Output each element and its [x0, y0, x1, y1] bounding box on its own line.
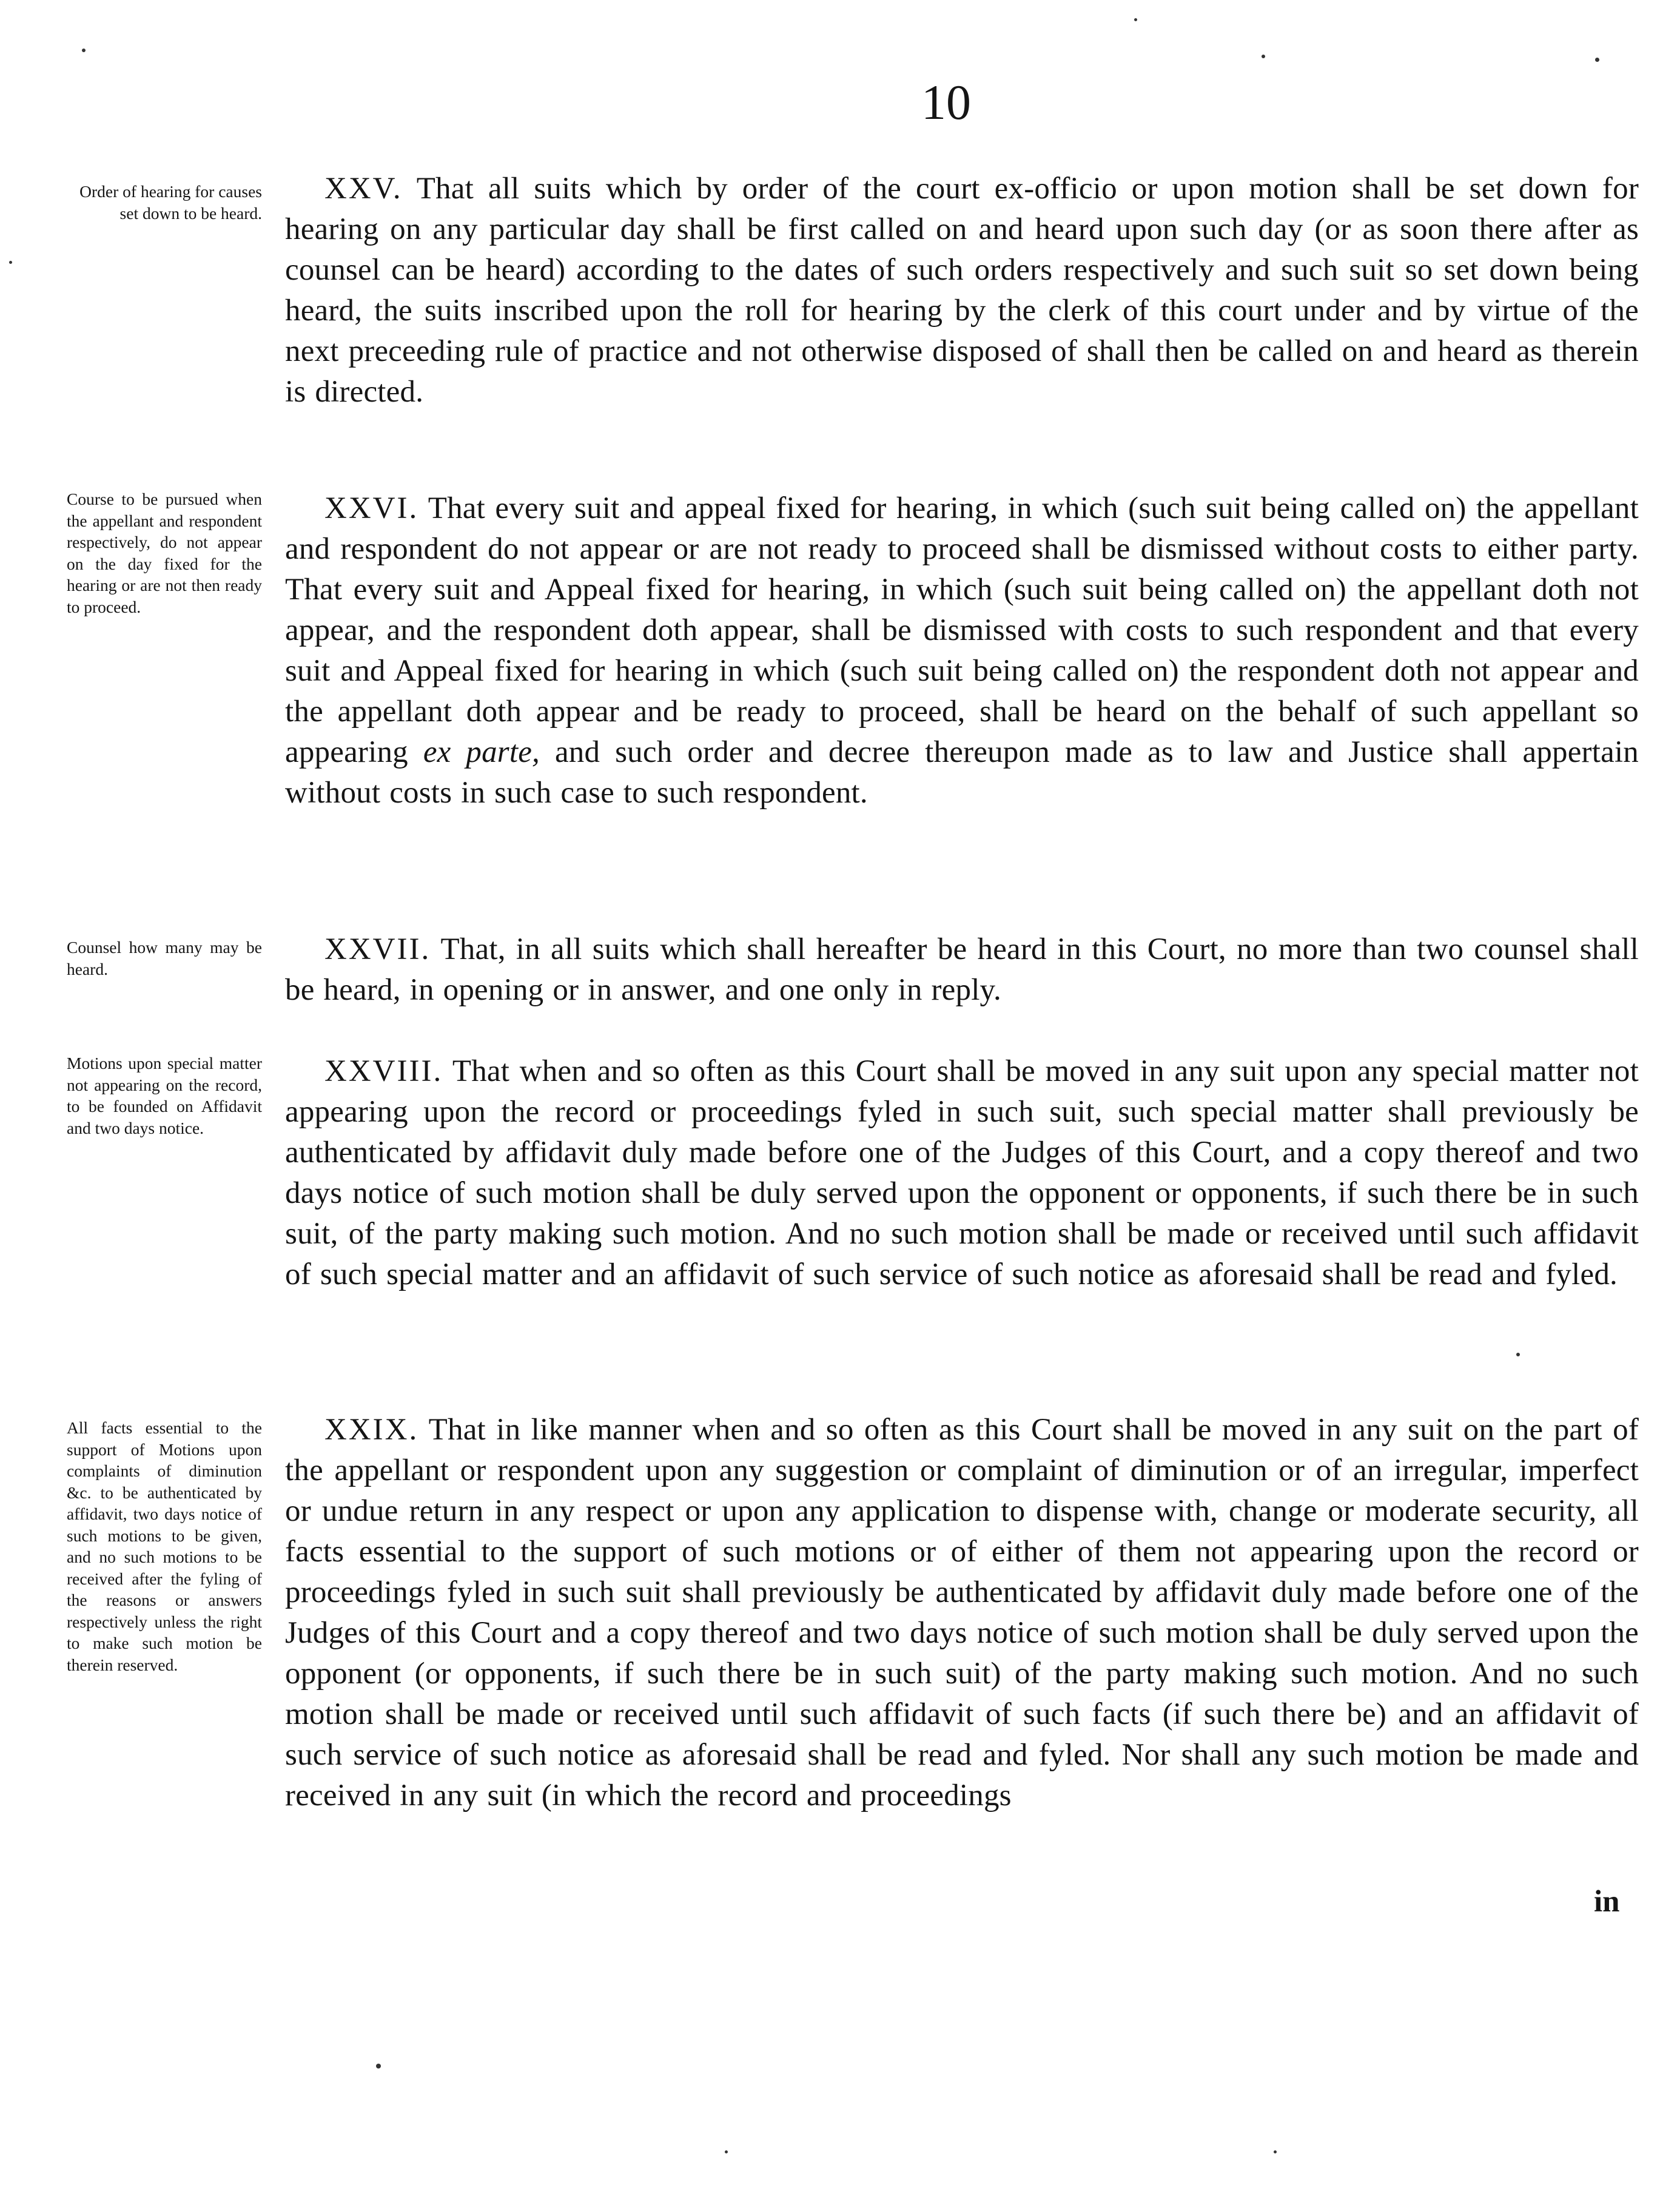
rule-number: XXVI.	[324, 491, 419, 525]
margin-note: Motions upon special matter not appearing on the record, to be founded on Affidavit and two days notice.	[67, 1054, 262, 1137]
rule-number: XXIX.	[324, 1413, 419, 1447]
rule-body: That in like manner when and so often as this Court shall be moved in any suit on the part of the appellant or respondent upon any suggestion or complaint of diminution or of an irregular, imperfect or undue return in any respect or upon any application to dispense with, change or moderate security, all facts essential to the support of such motions or of either of them not appearing upon the record or proceedings fyled in such suit shall previously be authenticated by affidavit duly made before one of the Judges of this Court and a copy thereof and two days notice of such motion shall be duly served upon the opponent (or opponents, if such there be in such suit) of the party making such motion. And no such motion shall be made or received until such affidavit of such facts (if such there be) and an affidavit of such service of such notice as aforesaid shall be read and fyled. Nor shall any such motion be made and received in any suit (in which the record and proceedings	[285, 1413, 1639, 1813]
rule-number: XXV.	[324, 172, 403, 206]
page-number: 10	[921, 75, 971, 130]
margin-note: Course to be pursued when the appellant and respondent respectively, do not appear on the day fixed for the hearing or are not then ready to proceed.	[67, 490, 262, 616]
print-speck	[1134, 18, 1137, 21]
rule-text	[285, 488, 1639, 813]
margin-note: All facts essential to the support of Motions upon complaints of diminution &c. to be authenticated by affidavit, two days notice of such motions to be given, and no such motions to be received after the fyling of the reasons or answers respectively unless the right to make such motion be therein reserved.	[67, 1418, 262, 1674]
catchword: in	[1594, 1885, 1620, 1919]
margin-note: Order of hearing for causes set down to be heard.	[79, 182, 262, 223]
margin-note: Counsel how many may be heard.	[67, 938, 262, 978]
rule-body: That when and so often as this Court shall be moved in any suit upon any special matter not appearing upon the record or proceedings fyled in such suit, such special matter shall previously be authenticated by affidavit duly made before one of the Judges of this Court, and a copy thereof and two days notice of such motion shall be duly served upon the opponent or opponents, if such there be in such suit, of the party making such motion. And no such motion shall be made or received until such affidavit of such special matter and an affidavit of such service of such notice as aforesaid shall be read and fyled.	[285, 1054, 1639, 1291]
rule-body: That all suits which by order of the court ex-officio or upon motion shall be set down for hearing on any particular day shall be first called on and heard upon such day (or as soon there after as counsel can be heard) according to the dates of such orders respectively and such suit so set down being heard, the suits inscribed upon the roll for hearing by the clerk of this court under and by virtue of the next preceeding rule of practice and not otherwise disposed of shall then be called on and heard as therein is directed.	[285, 172, 1639, 409]
print-speck	[9, 261, 12, 264]
rule-body: That, in all suits which shall hereafter be heard in this Court, no more than two counsel shall be heard, in opening or in answer, and one only in reply.	[285, 932, 1639, 1007]
print-speck	[1262, 55, 1265, 58]
print-speck	[376, 2064, 381, 2069]
print-speck	[1516, 1353, 1520, 1356]
rule-text	[285, 1410, 1639, 1816]
rule-number: XXVII.	[324, 932, 431, 966]
rule-body-continued: and such order and decree thereupon made as to law and Justice shall appertain without costs in such case to such respondent.	[285, 735, 1639, 810]
print-speck	[1274, 2150, 1277, 2153]
rule-number: XXVIII.	[324, 1054, 443, 1088]
rule-text	[285, 929, 1639, 1011]
rule-text	[285, 1051, 1639, 1295]
rule-text	[285, 169, 1639, 412]
rule-italic: ex parte,	[423, 735, 540, 769]
rule-body: That every suit and appeal fixed for hearing, in which (such suit being called on) the appellant and respondent do not appear or are not ready to proceed shall be dismissed without costs to either party. That every suit and Appeal fixed for hearing, in which (such suit being called on) the appellant doth not appear, and the respondent doth appear, shall be dismissed with costs to such respondent and that every suit and Appeal fixed for hearing in which (such suit being called on) the respondent doth not appear and the appellant doth appear and be ready to proceed, shall be heard on the behalf of such appellant so appearing	[285, 491, 1639, 769]
print-speck	[1595, 58, 1599, 62]
print-speck	[82, 49, 86, 52]
print-speck	[725, 2150, 728, 2153]
